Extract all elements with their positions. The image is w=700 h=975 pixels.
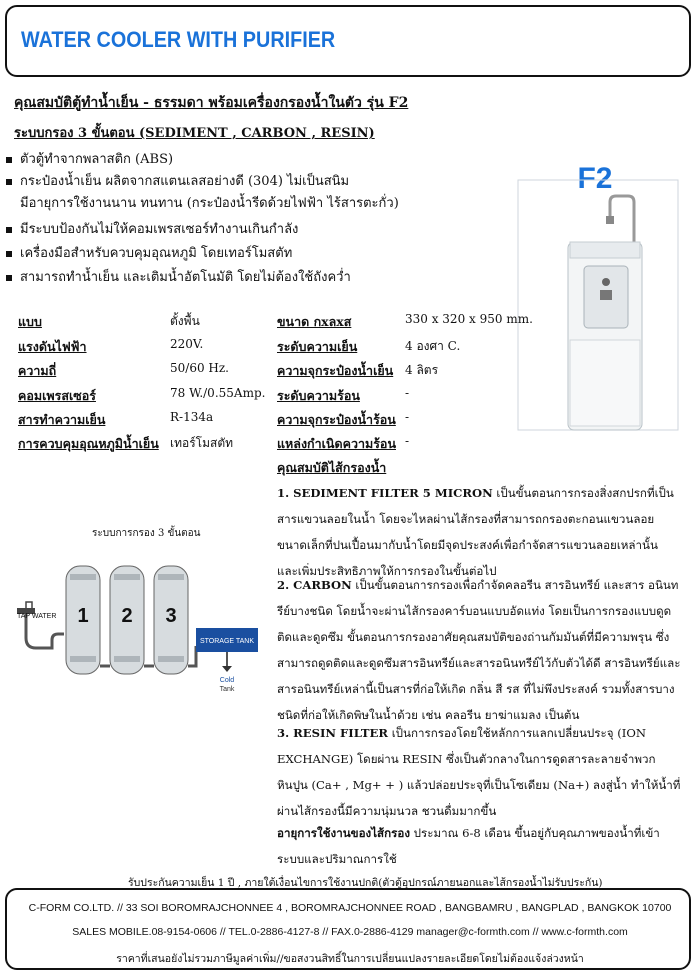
- spec-value-dimensions: 330 x 320 x 950 mm.: [405, 312, 533, 326]
- filter-life-title: อายุการใช้งานของไส้กรอง: [277, 826, 410, 840]
- diagram-title: ระบบการกรอง 3 ขั้นตอน: [92, 528, 201, 539]
- tap-water-label: TAP WATER: [17, 613, 57, 620]
- contact-info: SALES MOBILE.08-9154-0606 // TEL.0-2886-4127-8 // FAX.0-2886-4129 manager@c-formth.com // www.c-formth.com: [72, 926, 628, 938]
- spec-value-voltage: 220V.: [170, 337, 204, 351]
- filter-3-title: 3. RESIN FILTER: [277, 726, 389, 740]
- filter-life-description: อายุการใช้งานของไส้กรอง ประมาณ 6-8 เดือน ขึ้นอยู่กับคุณภาพของน้ำที่เข้าระบบและปริมาณการใช้: [277, 826, 660, 866]
- spec-value-thermostat: เทอร์โมสตัท: [170, 436, 234, 450]
- bullet-icon: [6, 227, 12, 233]
- filter-number: 3: [165, 605, 177, 627]
- spec-label-cold-capacity: ความจุกระป๋องน้ำเย็น: [277, 363, 394, 378]
- filter-number: 1: [77, 605, 89, 627]
- feature-item: เครื่องมือสำหรับควบคุมอุณหภูมิ โดยเทอร์โมสตัท: [6, 242, 292, 263]
- filter-3-description: 3. RESIN FILTER เป็นการกรองโดยใช้หลักการแลกเปลี่ยนประจุ (ION EXCHANGE) โดยผ่าน RESIN ซึ่งเป็นตัวกลางในการดูดสารละลายจำพวกหินปูน (Ca+ , Mg+ + ) แล้วปล่อยประจุที่เป็นโซเดียม (Na+) ลงสู่น้ำ ทำให้น้ำที่ผ่านไส้กรองนี้มีความนุ่มนวล ชวนดื่มมากขึ้น: [277, 726, 681, 818]
- filter-2-description: 2. CARBON เป็นขั้นตอนการกรองเพื่อกำจัดคลอรีน สารอินทรีย์ และสาร อนินทรีย์บางชนิด โดยน้ำจะผ่านไส้กรองคาร์บอนแบบอัดแท่ง โดยเป็นการกรองแบบดูดติดและดูดซึม ขั้นตอนการกรองอาศัยคุณสมบัติของถ่านกัมมันต์ที่มีความพรุน ซึ่งสามารถดูดติดและดูดซึมสารอินทรีย์และสารอนินทรีย์ไว้กับตัวได้ดี สารอินทรีย์และสารอนินทรีย์เหล่านี้เป็นสารที่ก่อให้เกิด กลิ่น สี รส ที่ไม่พึงประสงค์ รวมทั้งสารบางชนิดที่ก่อให้เกิดพิษในน้ำด้วย เช่น คลอรีน ยาฆ่าแมลง เป็นต้น: [277, 578, 681, 722]
- spec-label-type: แบบ: [18, 314, 42, 329]
- title-banner: [5, 5, 691, 77]
- spec-value-hot-capacity: -: [405, 410, 410, 424]
- spec-value-type: ตั้งพื้น: [170, 314, 200, 328]
- spec-label-thermostat: การควบคุมอุณหภูมิน้ำเย็น: [18, 436, 159, 451]
- spec-label-hot-capacity: ความจุกระป๋องน้ำร้อน: [277, 412, 396, 427]
- filter-system-heading: ระบบกรอง 3 ขั้นตอน (SEDIMENT , CARBON , RESIN): [14, 126, 375, 141]
- bullet-icon: [6, 157, 12, 163]
- cold-label: Cold: [219, 677, 235, 684]
- spec-label-refrigerant: สารทำความเย็น: [18, 412, 106, 427]
- bullet-icon: [6, 251, 12, 257]
- spec-label-dimensions: ขนาด กxลxส: [277, 314, 352, 329]
- price-note: ราคาที่เสนอยังไม่รวมภาษีมูลค่าเพิ่ม//ขอสงวนสิทธิ์ในการเปลี่ยนแปลงรายละเอียดโดยไม่ต้องแจ้งล่วงหน้า: [116, 953, 584, 965]
- filter-number: 2: [121, 605, 133, 627]
- feature-item-continued: มีอายุการใช้งานนาน ทนทาน (กระป๋องน้ำรีดด้วยไฟฟ้า ไร้สารตะกั่ว): [20, 196, 399, 211]
- filter-cartridge-3: [154, 566, 188, 674]
- spec-label-heat-source: แหล่งกำเนิดความร้อน: [277, 436, 396, 451]
- page-title: WATER COOLER WITH PURIFIER: [21, 27, 336, 52]
- tank-label: Tank: [219, 686, 235, 693]
- spec-value-cold-capacity: 4 ลิตร: [405, 363, 439, 377]
- filter-cartridge-1: [66, 566, 100, 674]
- filter-diagram: [14, 548, 269, 698]
- spec-label-heat-level: ระดับความร้อน: [277, 388, 360, 403]
- feature-item: มีระบบป้องกันไม่ให้คอมเพรสเซอร์ทำงานเกินกำลัง: [6, 218, 298, 239]
- spec-value-heat-level: -: [405, 386, 410, 400]
- water-cooler-icon: [510, 150, 690, 450]
- product-image: [510, 150, 690, 450]
- spec-label-frequency: ความถี่: [18, 363, 57, 378]
- spec-value-frequency: 50/60 Hz.: [170, 361, 229, 375]
- spec-label-compressor: คอมเพรสเซอร์: [18, 388, 96, 403]
- filter-properties-heading: คุณสมบัติไส้กรองน้ำ: [277, 460, 387, 475]
- feature-item: สามารถทำน้ำเย็น และเติมน้ำอัตโนมัติ โดยไม่ต้องใช้ถังคว่ำ: [6, 266, 351, 287]
- model-label: F2: [577, 162, 613, 195]
- feature-item: ตัวตู้ทำจากพลาสติก (ABS): [6, 148, 173, 169]
- filter-1-title: 1. SEDIMENT FILTER 5 MICRON: [277, 486, 493, 500]
- spec-value-refrigerant: R-134a: [170, 410, 214, 424]
- footer-box: [5, 888, 691, 970]
- spec-value-heat-source: -: [405, 434, 410, 448]
- spec-value-compressor: 78 W./0.55Amp.: [170, 386, 266, 400]
- product-heading: คุณสมบัติตู้ทำน้ำเย็น - ธรรมดา พร้อมเครื่องกรองน้ำในตัว รุ่น F2: [14, 95, 409, 111]
- bullet-icon: [6, 179, 12, 185]
- spec-label-voltage: แรงดันไฟฟ้า: [18, 339, 87, 354]
- filter-2-title: 2. CARBON: [277, 578, 352, 592]
- storage-tank-label: STORAGE TANK: [199, 638, 255, 645]
- spec-value-cold-level: 4 องศา C.: [405, 339, 461, 353]
- filter-cartridge-2: [110, 566, 144, 674]
- company-address: C-FORM CO.LTD. // 33 SOI BOROMRAJCHONNEE 4 , BOROMRAJCHONNEE ROAD , BANGBAMRU , BANGPLAD , BANGKOK 10700: [28, 902, 672, 914]
- warranty-note: รับประกันความเย็น 1 ปี , ภายใต้เงื่อนไขการใช้งานปกติ(ตัวตู้อุปกรณ์ภายนอกและไส้กรองน้ำไม่รับประกัน): [128, 877, 603, 889]
- spec-label-cold-level: ระดับความเย็น: [277, 339, 358, 354]
- filter-1-description: 1. SEDIMENT FILTER 5 MICRON เป็นขั้นตอนการกรองสิ่งสกปรกที่เป็นสารแขวนลอยในน้ำ โดยจะไหลผ่านไส้กรองที่สามารถกรองตะกอนแขวนลอยขนาดเล็กที่ปนเปื้อนมากับน้ำโดยมีจุดประสงค์เพื่อกำจัดสารแขวนลอยเหล่านั้น และเพิ่มประสิทธิภาพให้การกรองในขั้นต่อไป: [277, 486, 674, 578]
- feature-item: กระป๋องน้ำเย็น ผลิตจากสแตนเลสอย่างดี (304) ไม่เป็นสนิม: [6, 170, 349, 191]
- bullet-icon: [6, 275, 12, 281]
